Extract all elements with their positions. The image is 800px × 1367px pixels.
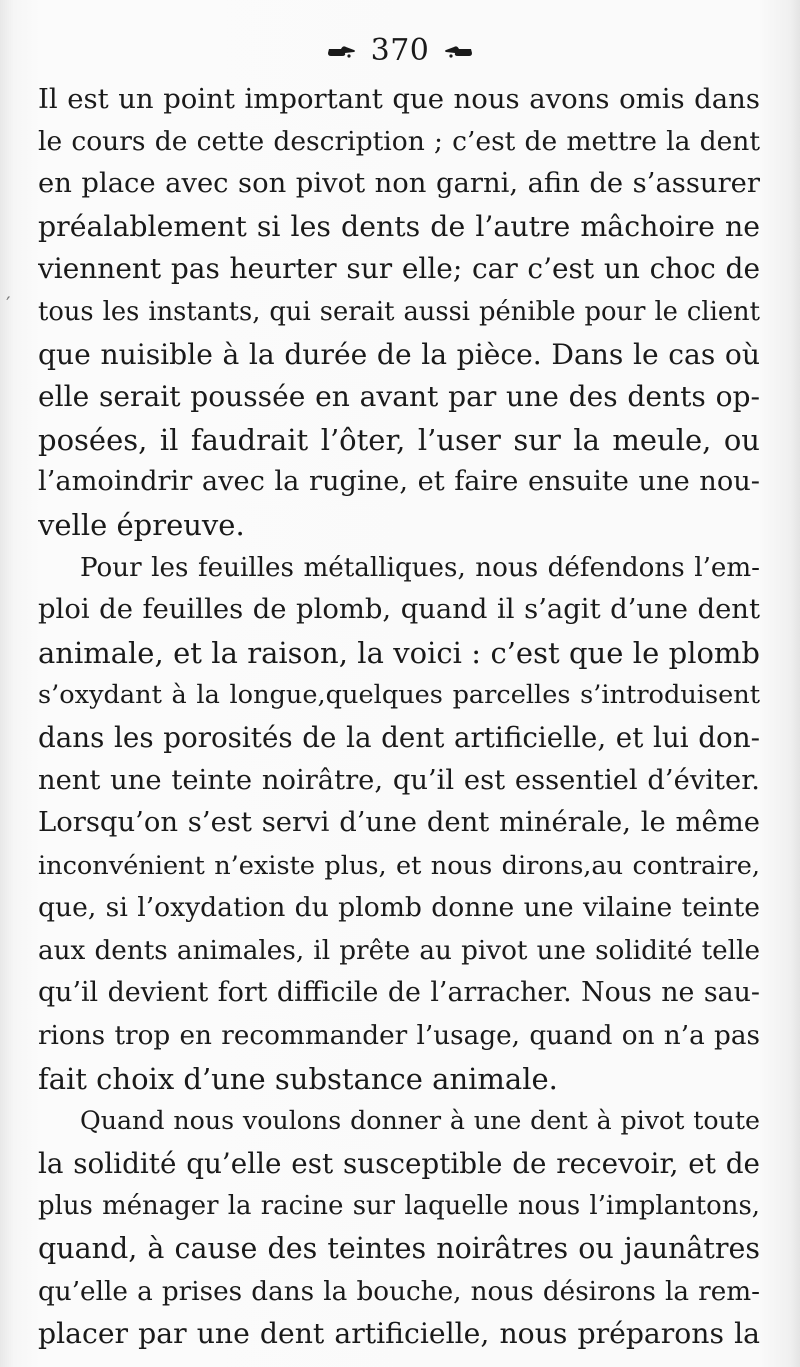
text-line: en place avec son pivot non garni, afin de s’assurer	[38, 168, 760, 200]
paragraph-1	[38, 78, 760, 547]
pointing-hand-left-icon	[443, 42, 473, 60]
text-line: inconvénient n’existe plus, et nous dirons,au contraire,	[38, 850, 760, 881]
text-line: la solidité qu’elle est susceptible de recevoir, et de	[38, 1146, 760, 1180]
paragraph-3	[38, 1100, 760, 1356]
page-number: 370	[370, 33, 430, 68]
pointing-hand-right-icon	[327, 42, 357, 60]
text-line: ploi de feuilles de plomb, quand il s’agit d’une dent	[38, 594, 760, 626]
text-line: que nuisible à la durée de la pièce. Dans le cas où	[38, 337, 760, 371]
text-line: animale, et la raison, la voici : c’est que le plomb	[38, 635, 760, 670]
text-line: l’amoindrir avec la rugine, et faire ensuite une nou-	[38, 466, 760, 498]
text-line: Il est un point important que nous avons omis dans	[38, 83, 760, 115]
paragraph-2	[38, 547, 760, 1101]
text-line: s’oxydant à la longue,quelques parcelles s’introduisent	[38, 680, 760, 711]
margin-mark: ′	[6, 292, 11, 316]
text-line: rions trop en recommander l’usage, quand on n’a pas	[38, 1021, 760, 1052]
text-line: fait choix d’une substance animale.	[38, 1061, 558, 1096]
text-line: quand, à cause des teintes noirâtres ou jaunâtres	[38, 1232, 760, 1266]
text-line: le cours de cette description ; c’est de mettre la dent	[38, 125, 760, 157]
text-line: qu’il devient fort difficile de l’arracher. Nous ne sau-	[38, 977, 760, 1009]
text-line: elle serait poussée en avant par une des dents op-	[38, 380, 760, 414]
text-line: que, si l’oxydation du plomb donne une vilaine teinte	[38, 892, 760, 924]
text-line: préalablement si les dents de l’autre mâchoire ne	[38, 209, 760, 243]
page-body	[38, 78, 760, 1356]
text-line: velle épreuve.	[38, 507, 245, 542]
text-line: nent une teinte noirâtre, qu’il est essentiel d’éviter.	[38, 764, 760, 796]
text-line: tous les instants, qui serait aussi pénible pour le client	[38, 296, 760, 327]
text-line: placer par une dent artificielle, nous préparons la	[38, 1317, 760, 1351]
text-line: posées, il faudrait l’ôter, l’user sur la meule, ou	[38, 422, 760, 457]
text-line: dans les porosités de la dent artificielle, et lui don-	[38, 720, 760, 754]
text-line: viennent pas heurter sur elle; car c’est un choc de	[38, 252, 760, 286]
text-line: qu’elle a prises dans la bouche, nous désirons la rem-	[38, 1276, 760, 1307]
page-header	[0, 30, 800, 71]
text-line: plus ménager la racine sur laquelle nous l’implantons,	[38, 1191, 760, 1222]
text-line: Quand nous voulons donner à une dent à pivot toute	[80, 1106, 760, 1136]
text-line: Pour les feuilles métalliques, nous défendons l’em-	[80, 552, 760, 583]
text-line: Lorsqu’on s’est servi d’une dent minérale, le même	[38, 807, 760, 839]
text-line: aux dents animales, il prête au pivot une solidité telle	[38, 935, 760, 966]
